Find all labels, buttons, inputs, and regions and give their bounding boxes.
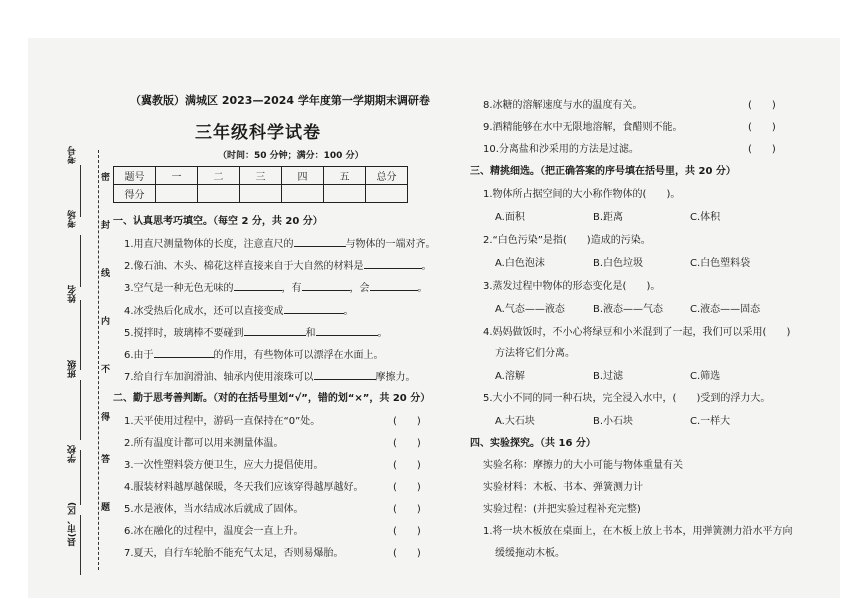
- answer-blank[interactable]: [370, 280, 418, 291]
- score-table: [113, 166, 408, 203]
- binding-label-school: 学校: [68, 445, 78, 463]
- answer-paren[interactable]: ( ): [393, 526, 421, 537]
- fill-question: [124, 324, 388, 339]
- answer-blank[interactable]: [244, 325, 306, 336]
- question-text: 2.像石油、木头、棉花这样直接来自于大自然的材料是: [124, 261, 364, 272]
- judge-question: 9.酒精能够在水中无限地溶解，食醋则不能。: [483, 122, 683, 133]
- score-cell: 题号: [114, 167, 156, 185]
- score-table-header-row: [114, 167, 408, 185]
- question-text: 。: [343, 306, 354, 317]
- score-row-label: 得分: [114, 185, 156, 203]
- judge-question: 3.一次性塑料袋方便卫生，应大力提倡使用。: [124, 460, 324, 471]
- section4-title: 四、实验探究。（共 16 分）: [470, 438, 596, 449]
- binding-label-county: 县(市、区): [68, 502, 78, 547]
- answer-blank[interactable]: [314, 369, 376, 380]
- answer-paren[interactable]: ( ): [393, 482, 421, 493]
- binding-label-room: 考场: [68, 210, 78, 228]
- section2-title: 二、勤于思考善判断。（对的在括号里划“√”，错的划“×”，共 20 分）: [113, 393, 431, 404]
- fill-line: [80, 165, 81, 217]
- choice-option[interactable]: B.距离: [593, 212, 624, 223]
- fill-line: [80, 380, 81, 440]
- section1-title: 一、认真思考巧填空。（每空 2 分，共 20 分）: [113, 216, 323, 227]
- choice-option[interactable]: B.过滤: [593, 371, 624, 382]
- question-text: 7.给自行车加润滑油、轴承内使用滚珠可以: [124, 372, 314, 383]
- question-text: 。: [417, 283, 428, 294]
- fill-line: [80, 235, 81, 287]
- choice-option[interactable]: A.面积: [495, 212, 525, 223]
- answer-paren[interactable]: ( ): [393, 460, 421, 471]
- judge-question: 4.服装材料越厚越保暖，冬天我们应该穿得越厚越好。: [124, 482, 364, 493]
- score-entry-cell[interactable]: [282, 185, 324, 203]
- seal-char: 封: [101, 221, 111, 231]
- question-text: 的作用，有些物体可以漂浮在水面上。: [213, 350, 384, 361]
- answer-blank[interactable]: [294, 236, 346, 247]
- answer-paren[interactable]: ( ): [393, 438, 421, 449]
- answer-blank[interactable]: [316, 325, 378, 336]
- judge-question: 2.所有温度计都可以用来测量体温。: [124, 438, 284, 449]
- answer-paren[interactable]: ( ): [393, 416, 421, 427]
- seal-char: 线: [101, 269, 111, 279]
- judge-question: 7.夏天，自行车轮胎不能充气太足，否则易爆胎。: [124, 548, 344, 559]
- question-text: 3.空气是一种无色无味的: [124, 283, 234, 294]
- question-text: 1.用直尺测量物体的长度，注意直尺的: [124, 239, 294, 250]
- score-entry-cell[interactable]: [156, 185, 198, 203]
- choice-question: 2.“白色污染”是指( )造成的污染。: [483, 235, 651, 246]
- choice-option[interactable]: B.白色垃圾: [593, 258, 644, 269]
- fill-line: [80, 300, 81, 370]
- experiment-step-cont: 缓缓拖动木板。: [495, 548, 565, 559]
- answer-paren[interactable]: ( ): [748, 144, 776, 155]
- seal-char: 答: [101, 455, 111, 465]
- score-entry-cell[interactable]: [198, 185, 240, 203]
- score-entry-cell[interactable]: [324, 185, 366, 203]
- choice-option[interactable]: A.白色泡沫: [495, 258, 545, 269]
- binding-label-class: 班级: [68, 360, 78, 378]
- exam-header: （冀教版）满城区 2023—2024 学年度第一学期期末调研卷: [130, 94, 430, 107]
- score-cell: 一: [156, 167, 198, 185]
- fill-line: [80, 515, 81, 575]
- judge-question: 1.天平使用过程中，游码一直保持在“0”处。: [124, 416, 321, 427]
- choice-question-cont: 方法将它们分离。: [495, 348, 575, 359]
- seal-char: 题: [101, 503, 111, 513]
- experiment-materials: 实验材料：木板、书本、弹簧测力计: [483, 482, 643, 493]
- judge-question: 8.冰糖的溶解速度与水的温度有关。: [483, 100, 643, 111]
- choice-option[interactable]: A.大石块: [495, 416, 535, 427]
- seal-char: 内: [101, 317, 111, 327]
- question-text: 。: [421, 261, 432, 272]
- exam-subtitle: （时间：50 分钟；满分：100 分）: [218, 151, 364, 161]
- answer-paren[interactable]: ( ): [748, 122, 776, 133]
- score-cell: 四: [282, 167, 324, 185]
- choice-question: 1.物体所占据空间的大小称作物体的( )。: [483, 189, 681, 200]
- answer-blank[interactable]: [364, 258, 422, 269]
- fill-line: [80, 450, 81, 505]
- fill-question: [124, 302, 354, 317]
- experiment-step: 1.将一块木板放在桌面上，在木板上放上书本，用弹簧测力沿水平方向: [483, 526, 793, 537]
- score-cell: 三: [240, 167, 282, 185]
- question-text: 和: [305, 328, 316, 339]
- binding-label-name: 姓名: [68, 285, 78, 303]
- answer-paren[interactable]: ( ): [393, 548, 421, 559]
- experiment-process: 实验过程：(并把实验过程补充完整): [483, 504, 641, 515]
- question-text: ，有: [281, 283, 302, 294]
- score-cell: 总分: [366, 167, 408, 185]
- score-entry-cell[interactable]: [366, 185, 408, 203]
- choice-option[interactable]: B.小石块: [593, 416, 634, 427]
- seal-char: 得: [101, 413, 111, 423]
- answer-paren[interactable]: ( ): [748, 100, 776, 111]
- fill-question: [124, 368, 416, 383]
- page-title: 三年级科学试卷: [195, 123, 321, 143]
- choice-option[interactable]: C.白色塑料袋: [690, 258, 751, 269]
- fill-question: [124, 235, 436, 250]
- question-text: 4.冰受热后化成水，还可以直接变成: [124, 306, 284, 317]
- choice-option[interactable]: C.体积: [690, 212, 721, 223]
- seal-char: 密: [101, 173, 111, 183]
- choice-option[interactable]: B.液态——气态: [593, 304, 664, 315]
- answer-paren[interactable]: ( ): [393, 504, 421, 515]
- binding-dashed-line: [98, 150, 99, 570]
- binding-label-exam-no: 考号: [68, 146, 78, 164]
- question-text: 5.搅拌时，玻璃棒不要碰到: [124, 328, 244, 339]
- question-text: 。: [377, 328, 388, 339]
- choice-question: 3.蒸发过程中物体的形态变化是( )。: [483, 281, 661, 292]
- question-text: ，会: [349, 283, 370, 294]
- fill-question: [124, 346, 384, 361]
- fill-question: [124, 257, 432, 272]
- seal-char: 不: [101, 365, 111, 375]
- choice-option[interactable]: A.气态——液态: [495, 304, 565, 315]
- judge-question: 5.水是液体，当水结成冰后就成了固体。: [124, 504, 304, 515]
- choice-option[interactable]: C.液态——固态: [690, 304, 761, 315]
- question-text: 摩擦力。: [375, 372, 416, 383]
- choice-option[interactable]: C.筛选: [690, 371, 721, 382]
- fill-question: [124, 279, 428, 294]
- answer-blank[interactable]: [284, 303, 344, 314]
- choice-option[interactable]: C.一样大: [690, 416, 731, 427]
- choice-question: 4.妈妈做饭时，不小心将绿豆和小米混到了一起，我们可以采用( ): [483, 327, 791, 338]
- question-text: 6.由于: [124, 350, 154, 361]
- choice-question: 5.大小不同的同一种石块，完全浸入水中，( )受到的浮力大。: [483, 393, 771, 404]
- question-text: 与物体的一端对齐。: [345, 239, 436, 250]
- answer-blank[interactable]: [302, 280, 350, 291]
- choice-option[interactable]: A.溶解: [495, 371, 525, 382]
- judge-question: 6.冰在融化的过程中，温度会一直上升。: [124, 526, 304, 537]
- score-cell: 五: [324, 167, 366, 185]
- answer-blank[interactable]: [154, 347, 214, 358]
- score-entry-cell[interactable]: [240, 185, 282, 203]
- experiment-name: 实验名称：摩擦力的大小可能与物体重量有关: [483, 460, 683, 471]
- score-cell: 二: [198, 167, 240, 185]
- judge-question: 10.分离盐和沙采用的方法是过滤。: [483, 144, 639, 155]
- score-table-score-row: [114, 185, 408, 203]
- answer-blank[interactable]: [234, 280, 282, 291]
- section3-title: 三、精挑细选。（把正确答案的序号填在括号里，共 20 分）: [470, 166, 736, 177]
